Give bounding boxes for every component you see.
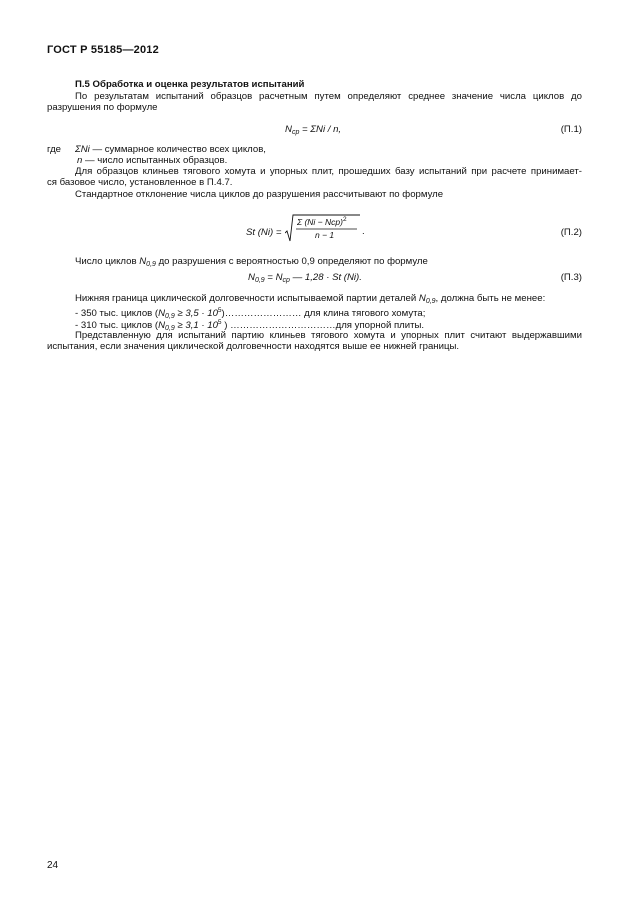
section-heading: П.5 Обработка и оценка результатов испытаний <box>75 79 305 90</box>
formula-2-denominator <box>315 230 334 240</box>
formula-2-tail: . <box>362 226 365 237</box>
paragraph-4-sub: 0,9 <box>146 261 156 268</box>
list-item-310-sub: 0,9 <box>165 325 175 332</box>
formula-3 <box>248 272 362 286</box>
formula-3-rest: — 1,28 · St (Ni). <box>289 272 362 283</box>
list-item-350-sub: 0,9 <box>165 313 175 320</box>
where-label: где <box>47 144 62 155</box>
where-item-2 <box>77 155 227 166</box>
paragraph-5-post: , должна быть не менее: <box>435 293 546 304</box>
formula-3-n-sub: 0,9 <box>254 277 265 284</box>
formula-1-rhs: = ΣNi / n, <box>299 124 342 135</box>
where-item-2-symbol: n <box>77 155 83 166</box>
list-item-350-post: )…………………… для клина тягового хомута; <box>221 308 426 319</box>
formula-1-number: (П.1) <box>560 124 582 135</box>
page-number: 24 <box>47 860 59 871</box>
formula-3-number: (П.3) <box>560 272 582 283</box>
formula-2-lhs <box>246 227 281 238</box>
where-item-1 <box>75 144 266 155</box>
where-item-1-symbol: ΣNi <box>75 144 90 155</box>
formula-2-numerator-text: Σ (Ni − Ncp) <box>297 217 343 227</box>
where-item-1-text: — суммарное количество всех циклов, <box>89 144 266 155</box>
document-header: ГОСТ Р 55185—2012 <box>47 44 159 56</box>
list-item-310-value: ≥ 3,1 · 10 <box>174 320 218 331</box>
paragraph-5-symbol: N <box>418 293 426 304</box>
paragraph-5-pre: Нижняя граница циклической долговечности испытываемой партии деталей <box>75 293 419 304</box>
paragraph-4 <box>75 256 428 270</box>
formula-2-lhs-text: St (Ni) = <box>246 227 282 238</box>
formula-1-lhs: N <box>285 124 292 135</box>
paragraph-4-symbol: N <box>139 256 147 267</box>
formula-2-denominator-text: n − 1 <box>315 230 335 240</box>
list-item-310-exp: 5 <box>217 319 222 326</box>
list-item-310-post: ) ……………………………для упорной плиты. <box>221 320 425 331</box>
list-item-350-value: ≥ 3,5 · 10 <box>174 308 218 319</box>
paragraph-5-sub: 0,9 <box>425 298 436 305</box>
where-item-2-text: — число испытанных образцов. <box>82 155 228 166</box>
formula-1 <box>285 124 341 138</box>
formula-1-lhs-sub: ср <box>291 129 300 136</box>
formula-3-eq: = <box>264 272 276 283</box>
paragraph-6-line-2: испытания, если значения циклической долговечности находятся выше ее нижней границы. <box>47 341 460 352</box>
formula-3-n: N <box>248 272 255 283</box>
intro-line-2: разрушения по формуле <box>47 102 158 113</box>
paragraph-4-post: до разрушения с вероятностью 0,9 определяют по формуле <box>155 256 428 267</box>
formula-3-ncp-sub: ср <box>282 277 290 284</box>
list-item-350-pre: - 350 тыс. циклов ( <box>75 308 159 319</box>
list-item-350-symbol: N <box>158 308 166 319</box>
list-item-310-pre: - 310 тыс. циклов ( <box>75 320 159 331</box>
list-item-350-exp: 5 <box>217 307 222 314</box>
paragraph-3: Стандартное отклонение числа циклов до разрушения рассчитывают по формуле <box>75 189 444 200</box>
paragraph-6-line-1: Представленную для испытаний партию клиньев тягового хомута и упорных плит считают выдержавшими <box>75 330 582 341</box>
intro-line-1: По результатам испытаний образцов расчетным путем определяют среднее значение числа циклов до <box>75 91 582 102</box>
paragraph-2-line-2: ся базовое число, установленное в П.4.7. <box>47 177 233 188</box>
formula-2-numerator <box>297 216 347 227</box>
paragraph-2-line-1: Для образцов клиньев тягового хомута и упорных плит, прошедших базу испытаний при расчете принимает- <box>75 166 582 177</box>
formula-2-exponent: 2 <box>342 216 347 223</box>
paragraph-4-pre: Число циклов <box>75 256 140 267</box>
formula-3-ncp: N <box>275 272 283 283</box>
formula-2-number: (П.2) <box>560 227 582 238</box>
list-item-310-symbol: N <box>158 320 166 331</box>
